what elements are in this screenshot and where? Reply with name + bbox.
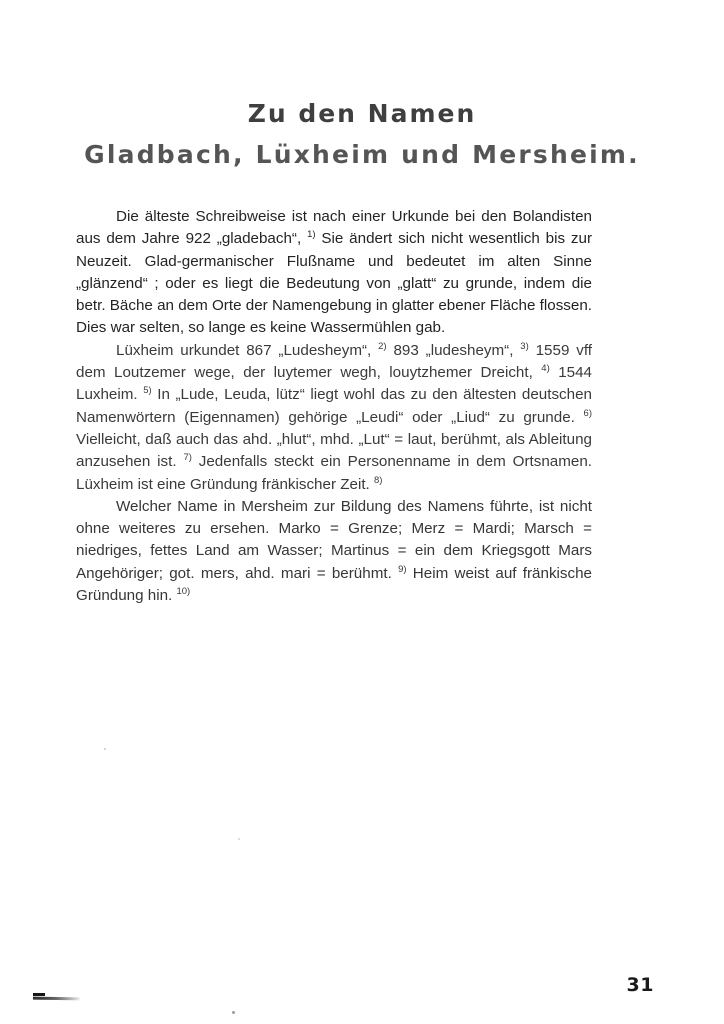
scan-speck-artifact [232, 1011, 235, 1014]
paragraph-gladbach: Die älteste Schreibweise ist nach einer Urkunde bei den Bolandisten aus dem Jahre 922 „gladebach“, $^{1)}$ Sie ändert sich nicht wesentlich bis zur Neuzeit. Glad-germanischer Flußname und bedeutet im alten Sinne „glänzend“ ; oder es liegt die Bedeutung von „glatt“ zu grunde, indem die betr. Bäche an dem Orte der Namengebung in glatter ebener Fläche flossen. Dies war selten, so lange es keine Wassermühlen gab. [76, 208, 593, 337]
footnote-marker: 4) [541, 363, 550, 375]
scan-speck-artifact-mid [238, 838, 240, 840]
title-line-secondary: Gladbach, Lüxheim und Mersheim. [84, 140, 640, 169]
scan-smudge-artifact-tip [33, 993, 45, 996]
footnote-marker: 1) [307, 229, 316, 241]
footnote-marker: 2) [378, 340, 387, 352]
scan-speck-artifact-upper [104, 748, 106, 750]
footnote-marker: 8) [374, 474, 383, 486]
footnote-marker: 7) [183, 452, 192, 464]
paragraph-luexheim: Lüxheim urkundet 867 „Ludesheym“, $^{2)}$ 893 „ludesheym“, $^{3)}$ 1559 vff dem Loutzemer wege, der luytemer wegh, louytzhemer Dreicht, $^{4)}$ 1544 Luxheim. $^{5)}$ In „Lude, Leuda, lütz“ liegt wohl das zu den ältesten deutschen Namenwörtern (Eigennamen) gehörige „Leudi“ oder „Liud“ zu grunde. $^{6)}$ Vielleicht, daß auch das ahd. „hlut“, mhd. „Lut“ = laut, berühmt, als Ableitung anzusehen ist. $^{7)}$ Jedenfalls steckt ein Personenname in dem Ortsnamen. Lüxheim ist eine Gründung fränkischer Zeit. $^{8)}$ [76, 340, 593, 493]
footnote-marker: 5) [143, 385, 152, 397]
footnote-marker: 9) [398, 563, 407, 575]
footnote-marker: 6) [583, 407, 592, 419]
scan-smudge-artifact [33, 997, 81, 1001]
footnote-marker: 3) [520, 340, 529, 352]
paragraph-mersheim: Welcher Name in Mersheim zur Bildung des Namens führte, ist nicht ohne weiteres zu ersehen. Marko = Grenze; Merz = Mardi; Marsch = niedriges, fettes Land am Wasser; Martinus = ein dem Kriegsgott Mars Angehöriger; got. mers, ahd. mari = berühmt. $^{9)}$ Heim weist auf fränkische Gründung hin. $^{10)}$ [76, 497, 592, 605]
document-body [76, 206, 592, 607]
page-title [0, 98, 724, 171]
page-number: 31 [626, 974, 654, 996]
footnote-marker: 10) [176, 585, 191, 597]
title-line-primary: Zu den Namen [247, 99, 477, 128]
